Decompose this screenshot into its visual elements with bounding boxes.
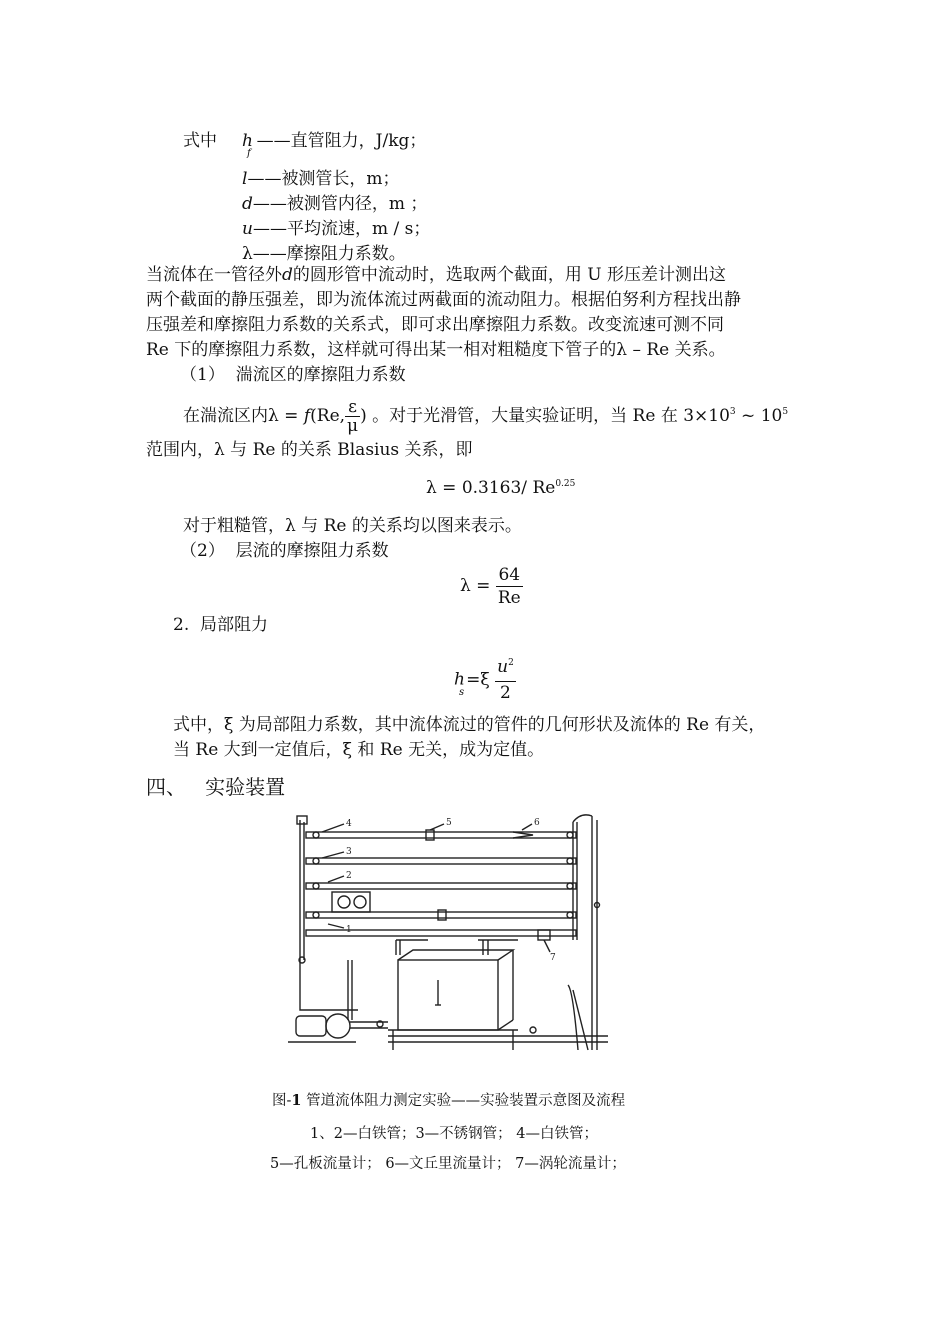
sec1-heading [180,363,406,388]
fig-label-7: 7 [550,953,556,963]
eq-local-num: u [497,657,509,677]
para1-a: 当流体在一管径外 [146,265,282,285]
turb-tilde: ~ 10 [735,406,783,426]
local-heading [173,613,268,638]
turb-pre: 在湍流区内λ = [183,406,299,426]
def-u [242,214,430,239]
eq-local-num-exp: 2 [508,658,514,668]
para1-d: d [282,265,293,285]
apparatus-diagram [288,810,628,1055]
fig-label-1: 1 [346,925,352,935]
sec1-num: （1） [180,365,225,385]
def-l [242,164,400,189]
eq-laminar-lhs: λ = [460,576,491,596]
para1-line4: Re 下的摩擦阻力系数，这样就可得出某一相对粗糙度下管子的λ – Re 关系。 [146,340,726,360]
def-l-text: ——被测管长，m； [247,169,400,189]
eq-laminar-den: Re [497,588,521,608]
section4-title: 实验装置 [205,775,286,799]
section4-num: 四、 [146,775,186,799]
para1-b: 的圆形管中流动时，选取两个截面，用 U 形压差计测出这 [292,265,727,285]
def-hf-subscript: f [246,148,251,159]
fig-label-3: 3 [346,847,352,857]
eq-blasius-exp: 0.25 [555,479,576,489]
eq-blasius [426,478,575,498]
def-l-symbol: l [242,169,248,189]
turb-args: (Re, [310,406,346,426]
turb-line1 [183,398,788,435]
figure-legend-1: 1、2—白铁管；3—不锈钢管； 4—白铁管； [310,1126,599,1142]
local-num: 2. [173,615,190,635]
fig-label-5: 5 [446,818,452,828]
eq-local-sub: s [458,686,465,698]
def-d-text: ——被测管内径，m ； [252,194,428,214]
turb-post: ) 。对于光滑管，大量实验证明，当 Re 在 3×10 [360,406,730,426]
local-title: 局部阻力 [200,615,269,635]
local-para-line2: 当 Re 大到一定值后，ξ 和 Re 无关，成为定值。 [173,740,545,760]
para1-line2: 两个截面的静压强差，即为流体流过两截面的流动阻力。根据伯努利方程找出静 [146,290,741,310]
def-hf-symbol: h [242,131,253,151]
para1-line1 [146,263,726,288]
caption-num: 1 [291,1092,302,1109]
figure-legend-2: 5—孔板流量计； 6—文丘里流量计； 7—涡轮流量计； [270,1156,626,1172]
def-d [242,189,427,214]
eq-blasius-main: λ = 0.3163/ Re [426,478,556,498]
sec1-title: 湍流区的摩擦阻力系数 [235,365,406,385]
figure-caption [272,1089,625,1110]
eq-local-den: 2 [500,683,511,703]
turb-exp2: 5 [782,407,789,417]
eq-laminar [460,564,523,609]
turb-mu: μ [347,416,359,436]
eq-local-eq: =ξ [466,669,490,690]
eq-local [454,656,516,704]
def-u-text: ——平均流速，m / s； [252,219,431,239]
def-lambda-text: ——摩擦阻力系数。 [252,244,406,264]
def-lambda-symbol: λ [242,244,253,264]
turb-line2: 范围内，λ 与 Re 的关系 Blasius 关系，即 [146,440,473,460]
fig-label-6: 6 [534,818,540,828]
caption-prefix: 图- [272,1093,292,1109]
def-d-symbol: d [242,194,253,214]
para1-line3: 压强差和摩擦阻力系数的关系式，即可求出摩擦阻力系数。改变流速可测不同 [146,315,724,335]
section4-heading [146,771,285,800]
caption-text: 管道流体阻力测定实验——实验装置示意图及流程 [301,1093,626,1109]
eq-laminar-num: 64 [496,564,523,587]
def-hf [242,126,427,159]
fig-label-2: 2 [346,871,352,881]
local-para-line1: 式中，ξ 为局部阻力系数，其中流体流过的管件的几何形状及流体的 Re 有关， [173,715,766,735]
sec2-title: 层流的摩擦阻力系数 [235,541,389,561]
defs-intro: 式中 [183,131,217,151]
sec2-heading [180,539,389,564]
eq-local-h: h [454,669,465,690]
def-lambda [242,239,406,264]
fig-label-4: 4 [346,819,352,829]
turb-f: f [303,406,311,426]
sec2-num: （2） [180,541,225,561]
def-u-symbol: u [242,219,253,239]
rough-text: 对于粗糙管，λ 与 Re 的关系均以图来表示。 [183,516,522,536]
turb-eps: ε [345,398,360,417]
turb-exp1: 3 [729,407,736,417]
def-hf-text: ——直管阻力，J/kg； [256,131,427,151]
